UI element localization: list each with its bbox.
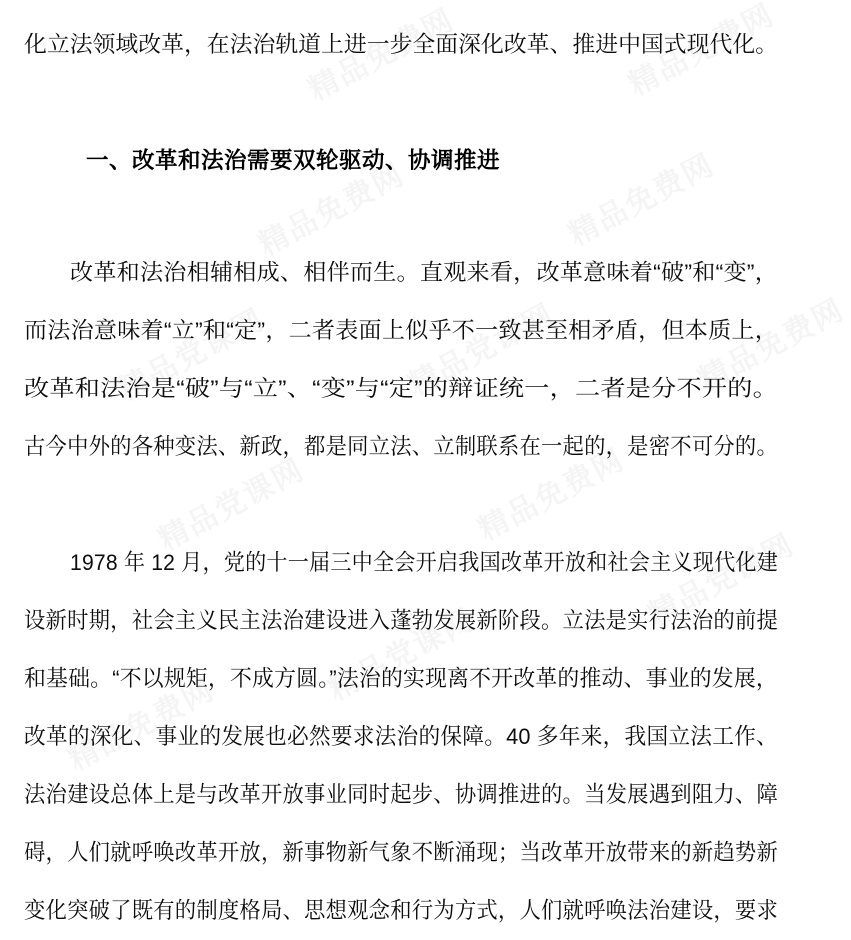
paragraph-2 xyxy=(24,534,778,940)
paragraph-line: 改革和法治相辅相成、相伴而生。直观来看，改革意味着“破”和“变”， xyxy=(70,260,779,285)
spacer-before-heading xyxy=(24,74,778,132)
paragraph-1 xyxy=(24,244,778,476)
paragraph-line: 碍，人们就呼唤改革开放，新事物新气象不断涌现；当改革开放带来的新趋势新 xyxy=(24,840,778,865)
paragraph-line: 1978 年 12 月，党的十一届三中全会开启我国改革开放和社会主义现代化建 xyxy=(70,550,779,575)
paragraph-line: 设新时期，社会主义民主法治建设进入蓬勃发展新阶段。立法是实行法治的前提 xyxy=(24,608,778,633)
paragraph-line: 古今中外的各种变法、新政，都是同立法、立制联系在一起的，是密不可分的。 xyxy=(24,434,778,459)
paragraph-line: 改革的深化、事业的发展也必然要求法治的保障。40 多年来，我国立法工作、 xyxy=(24,724,778,749)
paragraph-line: 而法治意味着“立”和“定”，二者表面上似乎不一致甚至相矛盾，但本质上， xyxy=(24,318,779,343)
paragraph-line: 变化突破了既有的制度格局、思想观念和行为方式，人们就呼唤法治建设，要求 xyxy=(24,898,778,923)
paragraph-spacer xyxy=(24,476,778,534)
paragraph-line: 和基础。“不以规矩，不成方圆。”法治的实现离不开改革的推动、事业的发展， xyxy=(24,666,778,691)
section-heading: 一、改革和法治需要双轮驱动、协调推进 xyxy=(86,148,501,173)
continuation-line-wrap xyxy=(24,0,778,74)
spacer-after-heading xyxy=(24,190,778,244)
paragraph-line: 改革和法治是“破”与“立”、“变”与“定”的辩证统一，二者是分不开的。 xyxy=(24,376,778,401)
paragraph-line: 法治建设总体上是与改革开放事业同时起步、协调推进的。当发展遇到阻力、障 xyxy=(24,782,778,807)
continuation-line: 化立法领域改革，在法治轨道上进一步全面深化改革、推进中国式现代化。 xyxy=(24,32,779,57)
